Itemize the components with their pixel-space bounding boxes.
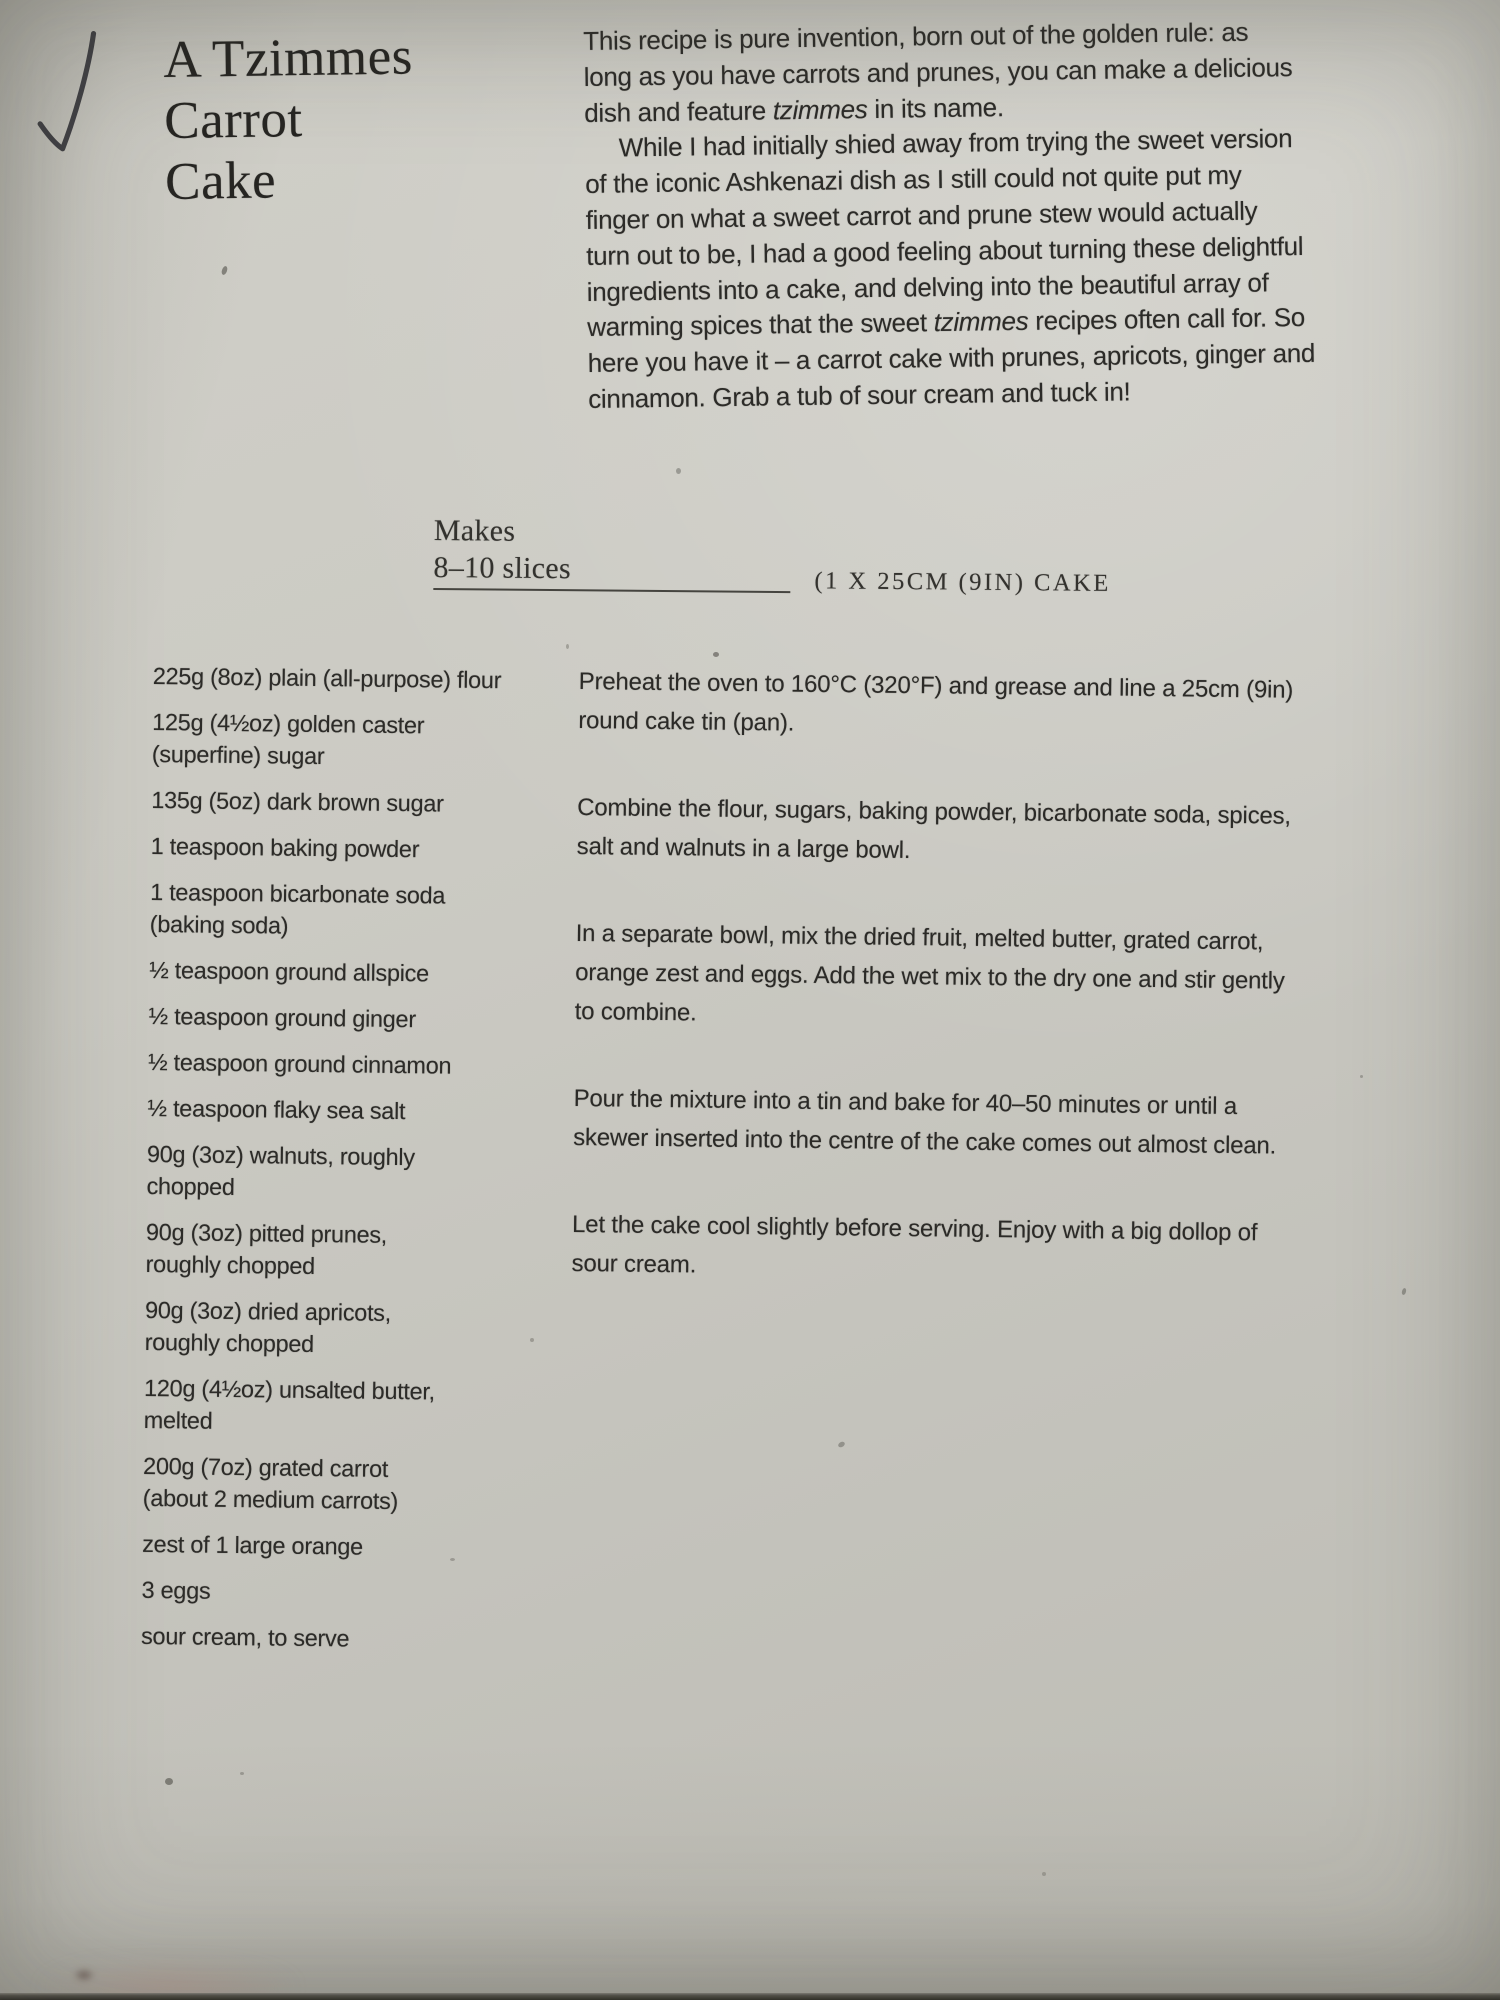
ingredient-item: ½ teaspoon ground ginger bbox=[148, 1002, 416, 1033]
ingredient-item: 90g (3oz) walnuts, roughly chopped bbox=[146, 1140, 415, 1201]
dust-speck bbox=[240, 1772, 244, 1775]
yield-makes: Makes 8–10 slices bbox=[433, 513, 572, 586]
page-bottom-edge bbox=[0, 1993, 1500, 2000]
intro-text: While I had initially shied away from trying the sweet version of the iconic Ashkenazi dish as I still could not quite put my finger on what a sweet carrot and prune stew would actually turn out to be, I had a good feeling about turning these delightful ingredients into a cake, and delving into the beautiful array of warming spices that the sweet bbox=[585, 123, 1304, 343]
ingredients-list bbox=[141, 660, 513, 1670]
dust-speck bbox=[165, 1778, 173, 1785]
dust-speck bbox=[1042, 1872, 1046, 1876]
recipe-introduction bbox=[583, 11, 1488, 417]
intro-text: in its name. bbox=[867, 91, 1004, 124]
ingredient-item: 3 eggs bbox=[141, 1576, 211, 1604]
ingredient-item: 1 teaspoon baking powder bbox=[150, 832, 420, 863]
method-paragraph: In a separate bowl, mix the dried fruit, melted butter, grated carrot, orange zest and eggs. Add the wet mix to the dry one and stir gently to combine. bbox=[574, 919, 1285, 1027]
ingredient-item: 125g (4½oz) golden caster (superfine) sugar bbox=[151, 708, 425, 770]
ingredient-item: sour cream, to serve bbox=[140, 1622, 350, 1652]
intro-text: This recipe is pure invention, born out of the golden rule: as long as you have carrots and prunes, you can make a delicious dish and feature bbox=[583, 16, 1293, 128]
ingredient-item: ½ teaspoon flaky sea salt bbox=[147, 1094, 406, 1125]
smudge-dark-spot bbox=[70, 1966, 98, 1984]
ingredient-item: ½ teaspoon ground allspice bbox=[149, 956, 429, 987]
dust-speck bbox=[676, 468, 681, 474]
ingredient-item: ½ teaspoon ground cinnamon bbox=[147, 1048, 452, 1079]
italic-term-tzimmes: tzimmes bbox=[933, 306, 1029, 338]
italic-term-tzimmes: tzimmes bbox=[772, 93, 868, 125]
ingredient-item: 120g (4½oz) unsalted butter, melted bbox=[143, 1374, 436, 1434]
cake-size-note: (1 X 25CM (9IN) CAKE bbox=[814, 567, 1111, 597]
intro-paragraph-1 bbox=[583, 11, 1484, 131]
dust-speck bbox=[566, 644, 569, 649]
ingredient-item: 135g (5oz) dark brown sugar bbox=[151, 786, 444, 817]
dust-speck bbox=[450, 1558, 455, 1561]
method-paragraph: Let the cake cool slightly before serving. Enjoy with a big dollop of sour cream. bbox=[571, 1210, 1258, 1279]
ingredient-item: 200g (7oz) grated carrot (about 2 medium carrots) bbox=[142, 1452, 399, 1515]
dust-speck bbox=[530, 1338, 534, 1342]
recipe-title: A Tzimmes Carrot Cake bbox=[163, 27, 414, 211]
dust-speck bbox=[1360, 1075, 1363, 1078]
method-paragraph: Combine the flour, sugars, baking powder, bicarbonate soda, spices, salt and walnuts in a large bowl. bbox=[576, 793, 1292, 865]
intro-text: recipes often call for. So here you have it – a carrot cake with prunes, apricots, ginger and cinnamon. Grab a tub of sour cream and tuck in! bbox=[587, 302, 1316, 414]
ingredient-item: 225g (8oz) plain (all-purpose) flour bbox=[152, 662, 502, 694]
handwritten-checkmark-icon bbox=[32, 27, 111, 164]
ingredient-item: 1 teaspoon bicarbonate soda (baking soda) bbox=[149, 878, 446, 939]
intro-paragraph-2 bbox=[584, 119, 1488, 418]
yield-block bbox=[433, 512, 1174, 633]
ingredient-item: 90g (3oz) pitted prunes, roughly chopped bbox=[145, 1218, 388, 1280]
ingredient-item: 90g (3oz) dried apricots, roughly chopped bbox=[144, 1296, 392, 1358]
method-paragraph: Pour the mixture into a tin and bake for 40–50 minutes or until a skewer inserted into the centre of the cake comes out almost clean. bbox=[573, 1084, 1277, 1160]
ingredient-item: zest of 1 large orange bbox=[142, 1530, 364, 1560]
method-paragraph: Preheat the oven to 160°C (320°F) and grease and line a 25cm (9in) round cake tin (pan). bbox=[578, 667, 1294, 737]
dust-speck bbox=[713, 652, 719, 657]
divider-rule bbox=[433, 588, 790, 593]
method-steps bbox=[571, 662, 1459, 1342]
